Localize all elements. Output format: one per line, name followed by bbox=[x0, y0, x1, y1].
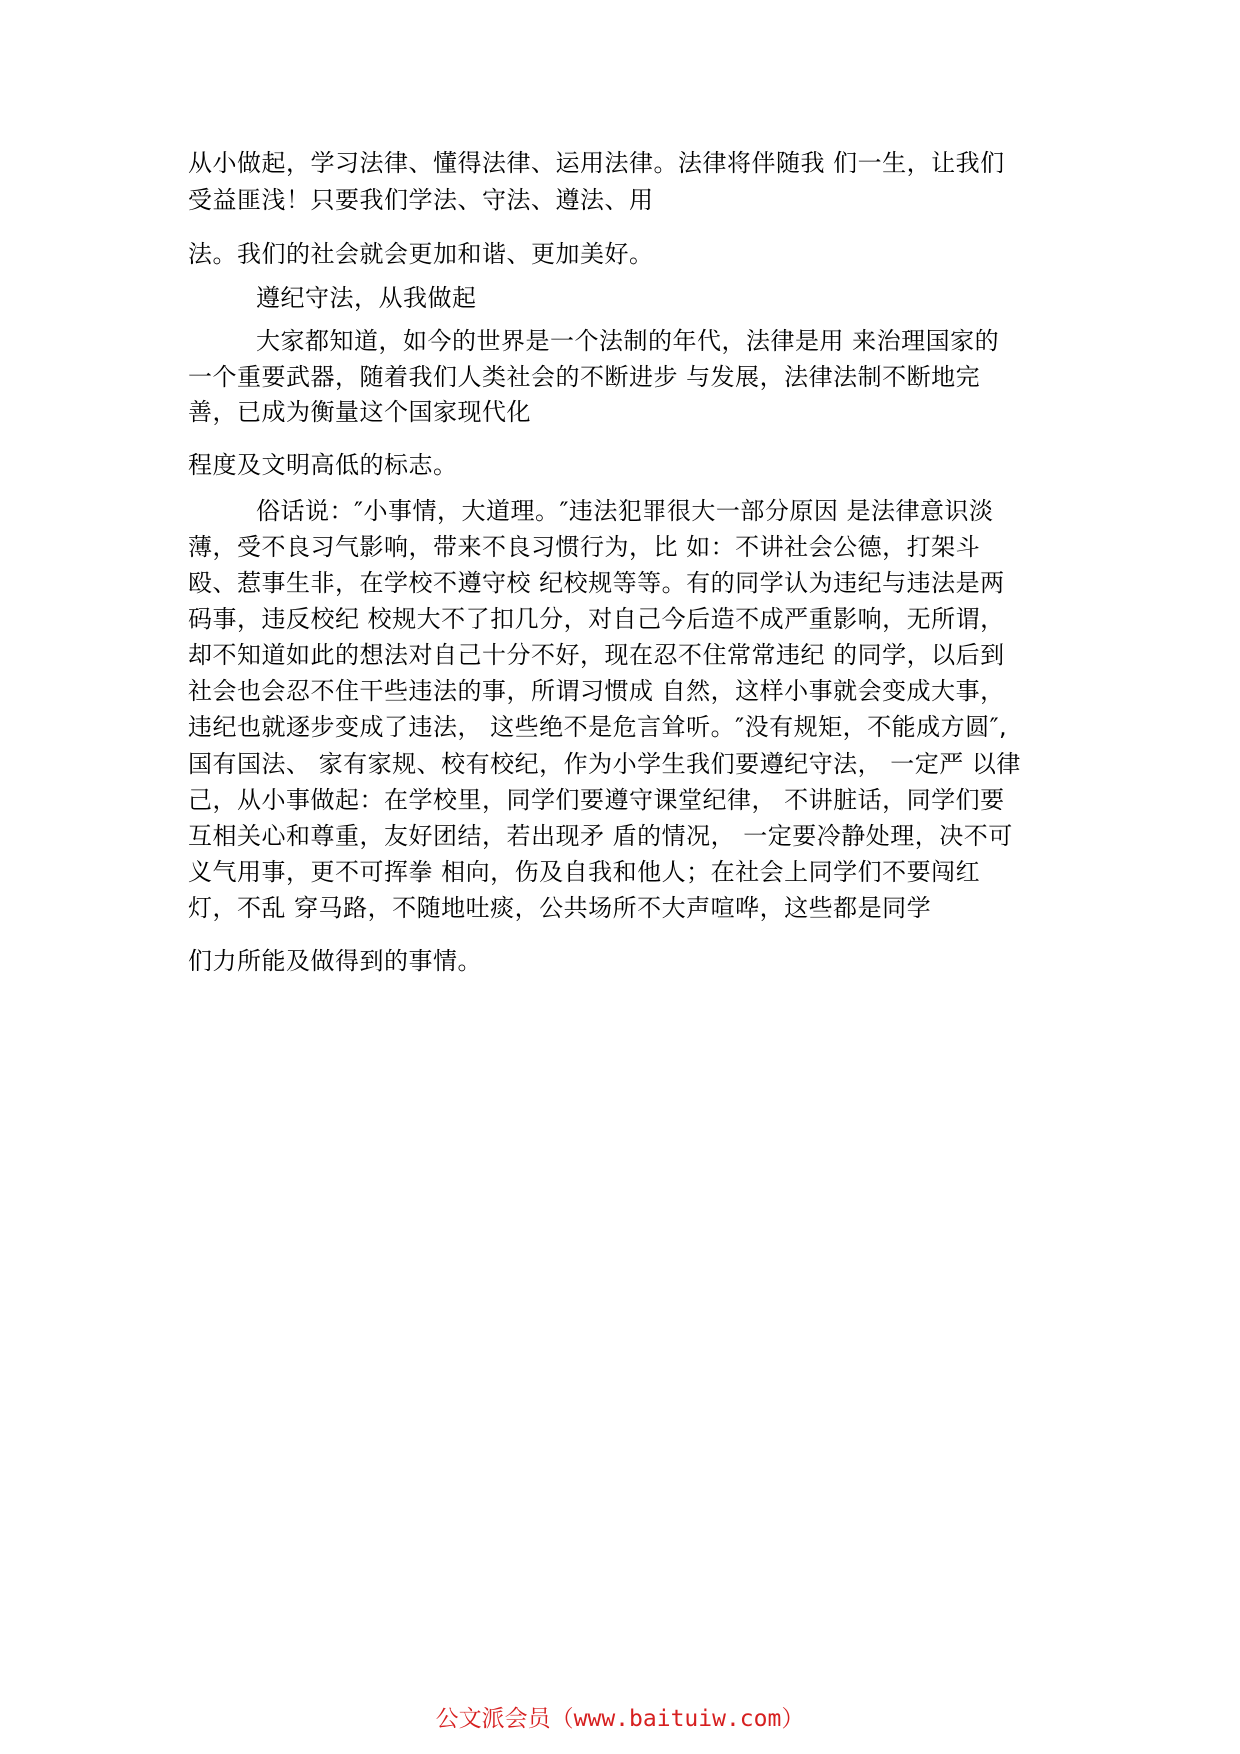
body-text-line: 己，从小事做起：在学校里，同学们要遵守课堂纪律， 不讲脏话，同学们要 bbox=[188, 786, 1005, 814]
body-text-line: 们力所能及做得到的事情。 bbox=[188, 947, 482, 975]
body-text-line: 却不知道如此的想法对自己十分不好，现在忍不住常常违纪 的同学，以后到 bbox=[188, 641, 1005, 669]
body-text-line: 码事，违反校纪 校规大不了扣几分，对自己今后造不成严重影响，无所谓， bbox=[188, 605, 1005, 633]
footer-url[interactable]: （www.baituiw.com） bbox=[550, 1706, 805, 1732]
body-text-line: 社会也会忍不住干些违法的事，所谓习惯成 自然，这样小事就会变成大事， bbox=[188, 677, 1005, 705]
body-text-line: 大家都知道，如今的世界是一个法制的年代，法律是用 来治理国家的 bbox=[256, 327, 1000, 355]
body-text-line: 一个重要武器，随着我们人类社会的不断进步 与发展，法律法制不断地完 bbox=[188, 363, 981, 391]
body-text-line: 法。我们的社会就会更加和谐、更加美好。 bbox=[188, 240, 654, 268]
footer-brand: 公文派会员 bbox=[435, 1706, 551, 1732]
body-text-line: 国有国法、 家有家规、校有校纪，作为小学生我们要遵纪守法， 一定严 以律 bbox=[188, 750, 1021, 778]
body-text-line: 灯，不乱 穿马路，不随地吐痰，公共场所不大声喧哗，这些都是同学 bbox=[188, 894, 932, 922]
body-text-line: 俗话说：″小事情，大道理。″违法犯罪很大一部分原因 是法律意识淡 bbox=[256, 497, 994, 525]
body-text-line: 受益匪浅！只要我们学法、守法、遵法、用 bbox=[188, 186, 654, 214]
body-text-line: 互相关心和尊重，友好团结，若出现矛 盾的情况， 一定要冷静处理，决不可 bbox=[188, 822, 1013, 850]
body-text-line: 殴、惹事生非，在学校不遵守校 纪校规等等。有的同学认为违纪与违法是两 bbox=[188, 569, 1005, 597]
footer-watermark bbox=[0, 1704, 1240, 1734]
body-text-line: 从小做起，学习法律、懂得法律、运用法律。法律将伴随我 们一生，让我们 bbox=[188, 149, 1005, 177]
section-heading: 遵纪守法，从我做起 bbox=[256, 284, 477, 312]
body-text-line: 义气用事，更不可挥拳 相向，伤及自我和他人；在社会上同学们不要闯红 bbox=[188, 858, 981, 886]
body-text-line: 善，已成为衡量这个国家现代化 bbox=[188, 398, 531, 426]
body-text-line: 违纪也就逐步变成了违法， 这些绝不是危言耸听。″没有规矩，不能成方圆″, bbox=[188, 713, 1008, 741]
body-text-line: 薄，受不良习气影响，带来不良习惯行为，比 如：不讲社会公德，打架斗 bbox=[188, 533, 981, 561]
body-text-line: 程度及文明高低的标志。 bbox=[188, 451, 458, 479]
